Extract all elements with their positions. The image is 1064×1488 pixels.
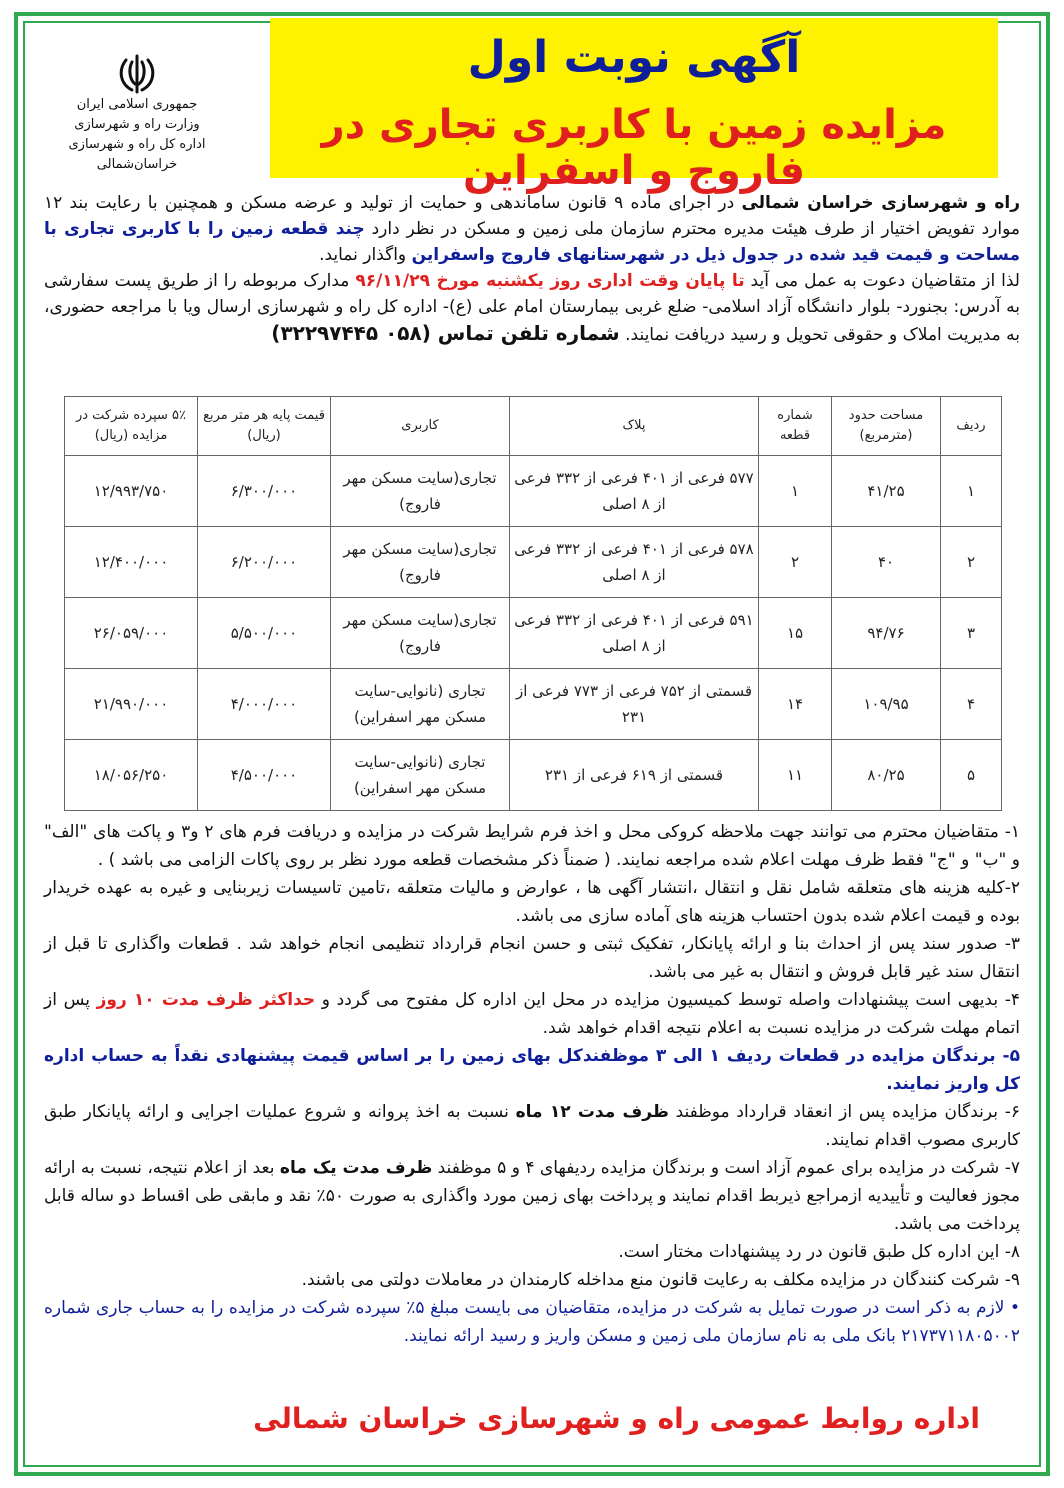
footer-signature: اداره روابط عمومی راه و شهرسازی خراسان شمالی: [253, 1402, 980, 1435]
table-row: ۳ ۹۴/۷۶ ۱۵ ۵۹۱ فرعی از ۴۰۱ فرعی از ۳۳۲ فرعی از ۸ اصلی تجاری(سایت مسکن مهر فاروج) ۵/۵۰۰/۰۰۰ ۲۶/۰۵۹/۰۰۰: [65, 598, 1002, 669]
deadline-label: تا پایان وقت اداری روز: [550, 271, 745, 291]
col-usage: کاربری: [331, 397, 510, 456]
list-item: ۸- این اداره کل طبق قانون در رد پیشنهادات مختار است.: [618, 1242, 1020, 1262]
table-row: ۴ ۱۰۹/۹۵ ۱۴ قسمتی از ۷۵۲ فرعی از ۷۷۳ فرعی از ۲۳۱ تجاری (نانوایی-سایت مسکن مهر اسفراین) ۴/۰۰۰/۰۰۰ ۲۱/۹۹۰/۰۰۰: [65, 669, 1002, 740]
plots-table: [64, 396, 1002, 811]
deposit-note: • لازم به ذکر است در صورت تمایل به شرکت در مزایده، متقاضیان می بایست مبلغ ۵٪ سپرده شرکت در مزایده را به حساب جاری شماره ۲۱۷۳۷۱۱۸۰۵۰۰۲ بانک ملی به نام سازمان ملی زمین و مسکن واریز و رسید ارائه نمایند.: [44, 1298, 1020, 1346]
conditions-list: [44, 818, 1020, 1350]
intro-text: راه و شهرسازی خراسان شمالی در اجرای ماده ۹ قانون ساماندهی و حمایت از تولید و عرضه مسکن و همچنین با رعایت بند ۱۲ موارد تفویض اختیار از طرف هیئت مدیره محترم سازمان ملی زمین و مسکن در نظر دارد چند قطعه زمین را با کاربری تجاری با مساحت و قیمت قید شده در جدول ذیل در شهرستانهای فاروج واسفراین واگذار نماید. لذا از متقاضیان دعوت به عمل می آید تا پایان وقت اداری روز یکشنبه مورخ ۹۶/۱۱/۲۹ مدارک مربوطه را از طریق پست سفارشی به آدرس: بجنورد- بلوار دانشگاه آزاد اسلامی- ضلع غربی بیمارستان امام علی (ع)- اداره کل راه و شهرسازی ارسال ویا با مراجعه حضوری، به مدیریت املاک و حقوقی تحویل و رسید دریافت نمایند. شماره تلفن تماس (۰۵۸ ۳۲۲۹۷۴۴۵): [44, 193, 1020, 345]
title-first-notice: آگهی نوبت اول: [467, 32, 801, 83]
col-base-price: قیمت پایه هر متر مربع (ریال): [198, 397, 331, 456]
list-item: ۲-کلیه هزینه های متعلقه شامل نقل و انتقال ،انتشار آگهی ها ، عوارض و مالیات متعلقه ،تامین تاسیسات زیربنایی و غیره به عهده خریدار بوده و قیمت اعلام شده بدون احتساب هزینه های آماده سازی می باشد.: [44, 878, 1020, 926]
list-item: ۷- شرکت در مزایده برای عموم آزاد است و برندگان مزایده ردیفهای ۴ و ۵ موظفند ظرف مدت یک ماه بعد از اعلام نتیجه، نسبت به ارائه مجوز فعالیت و تأییدیه ازمراجع ذیربط اقدام نمایند و پرداخت بهای زمین مورد واگذاری به صورت ۵۰٪ نقد و مابقی طی اقساط دو ساله قابل پرداخت می باشد.: [44, 1158, 1020, 1234]
title-banner: [270, 18, 998, 194]
org-line-2: وزارت راه و شهرسازی: [74, 117, 200, 132]
org-block: [32, 95, 242, 175]
col-deposit: ۵٪ سپرده شرکت در مزایده (ریال): [65, 397, 198, 456]
list-item: ۱- متقاضیان محترم می توانند جهت ملاحظه کروکی محل و اخذ فرم شرایط شرکت در مزایده و دریافت فرم های ۲ و۳ و پاکت های "الف" و "ب" و "ج" فقط ظرف مهلت اعلام شده مراجعه نمایند. ( ضمناً ذکر مشخصات قطعه مورد نظر بر روی پاکات الزامی می باشد ) .: [44, 822, 1020, 870]
org-line-3: اداره کل راه و شهرسازی خراسان‌شمالی: [68, 137, 206, 172]
list-item: ۳- صدور سند پس از احداث بنا و ارائه پایانکار، تفکیک ثبتی و حسن انجام قرارداد تنظیمی انجام خواهد شد . قطعات واگذاری تا قبل از انتقال سند غیر قابل فروش و انتقال به غیر می باشد.: [44, 934, 1020, 982]
iran-emblem-icon: [112, 50, 162, 100]
intro-org: راه و شهرسازی خراسان شمالی: [741, 193, 1020, 213]
org-line-1: جمهوری اسلامی ایران: [76, 97, 198, 112]
col-area: مساحت حدود (مترمربع): [832, 397, 941, 456]
list-item: ۴- بدیهی است پیشنهادات واصله توسط کمیسیون مزایده در محل این اداره کل مفتوح می گردد و حداکثر ظرف مدت ۱۰ روز پس از اتمام مهلت شرکت در مزایده نسبت به اعلام نتیجه اقدام خواهد شد.: [44, 990, 1020, 1038]
list-item: ۶- برندگان مزایده پس از انعقاد قرارداد موظفند ظرف مدت ۱۲ ماه نسبت به اخذ پروانه و شروع عملیات اجرایی و ارائه پایانکار طبق کاربری مصوب اقدام نمایند.: [44, 1102, 1020, 1150]
col-plot-number: شماره قطعه: [759, 397, 832, 456]
col-row: ردیف: [941, 397, 1002, 456]
list-item: ۵- برندگان مزایده در قطعات ردیف ۱ الی ۳ موظفندکل بهای زمین را بر اساس قیمت پیشنهادی نقداً به حساب اداره کل واریز نمایند.: [44, 1046, 1021, 1094]
table-row: ۵ ۸۰/۲۵ ۱۱ قسمتی از ۶۱۹ فرعی از ۲۳۱ تجاری (نانوایی-سایت مسکن مهر اسفراین) ۴/۵۰۰/۰۰۰ ۱۸/۰۵۶/۲۵۰: [65, 740, 1002, 811]
contact-phone: شماره تلفن تماس (۰۵۸ ۳۲۲۹۷۴۴۵): [271, 321, 620, 345]
title-auction: مزایده زمین با کاربری تجاری در فاروج و اسفراین: [321, 102, 947, 194]
table-row: ۲ ۴۰ ۲ ۵۷۸ فرعی از ۴۰۱ فرعی از ۳۳۲ فرعی از ۸ اصلی تجاری(سایت مسکن مهر فاروج) ۶/۲۰۰/۰۰۰ ۱۲/۴۰۰/۰۰۰: [65, 527, 1002, 598]
list-item: ۹- شرکت کنندگان در مزایده مکلف به رعایت قانون منع مداخله کارمندان در معاملات دولتی می باشند.: [301, 1270, 1020, 1290]
table-header-row: [65, 397, 1002, 456]
table-row: ۱ ۴۱/۲۵ ۱ ۵۷۷ فرعی از ۴۰۱ فرعی از ۳۳۲ فرعی از ۸ اصلی تجاری(سایت مسکن مهر فاروج) ۶/۳۰۰/۰۰۰ ۱۲/۹۹۳/۷۵۰: [65, 456, 1002, 527]
deadline-date: یکشنبه مورخ ۹۶/۱۱/۲۹: [355, 271, 551, 291]
intro-highlight: چند قطعه زمین را با کاربری تجاری با مساحت و قیمت قید شده در جدول ذیل در شهرستانهای فاروج واسفراین: [44, 219, 1020, 265]
col-registration: پلاک: [510, 397, 759, 456]
